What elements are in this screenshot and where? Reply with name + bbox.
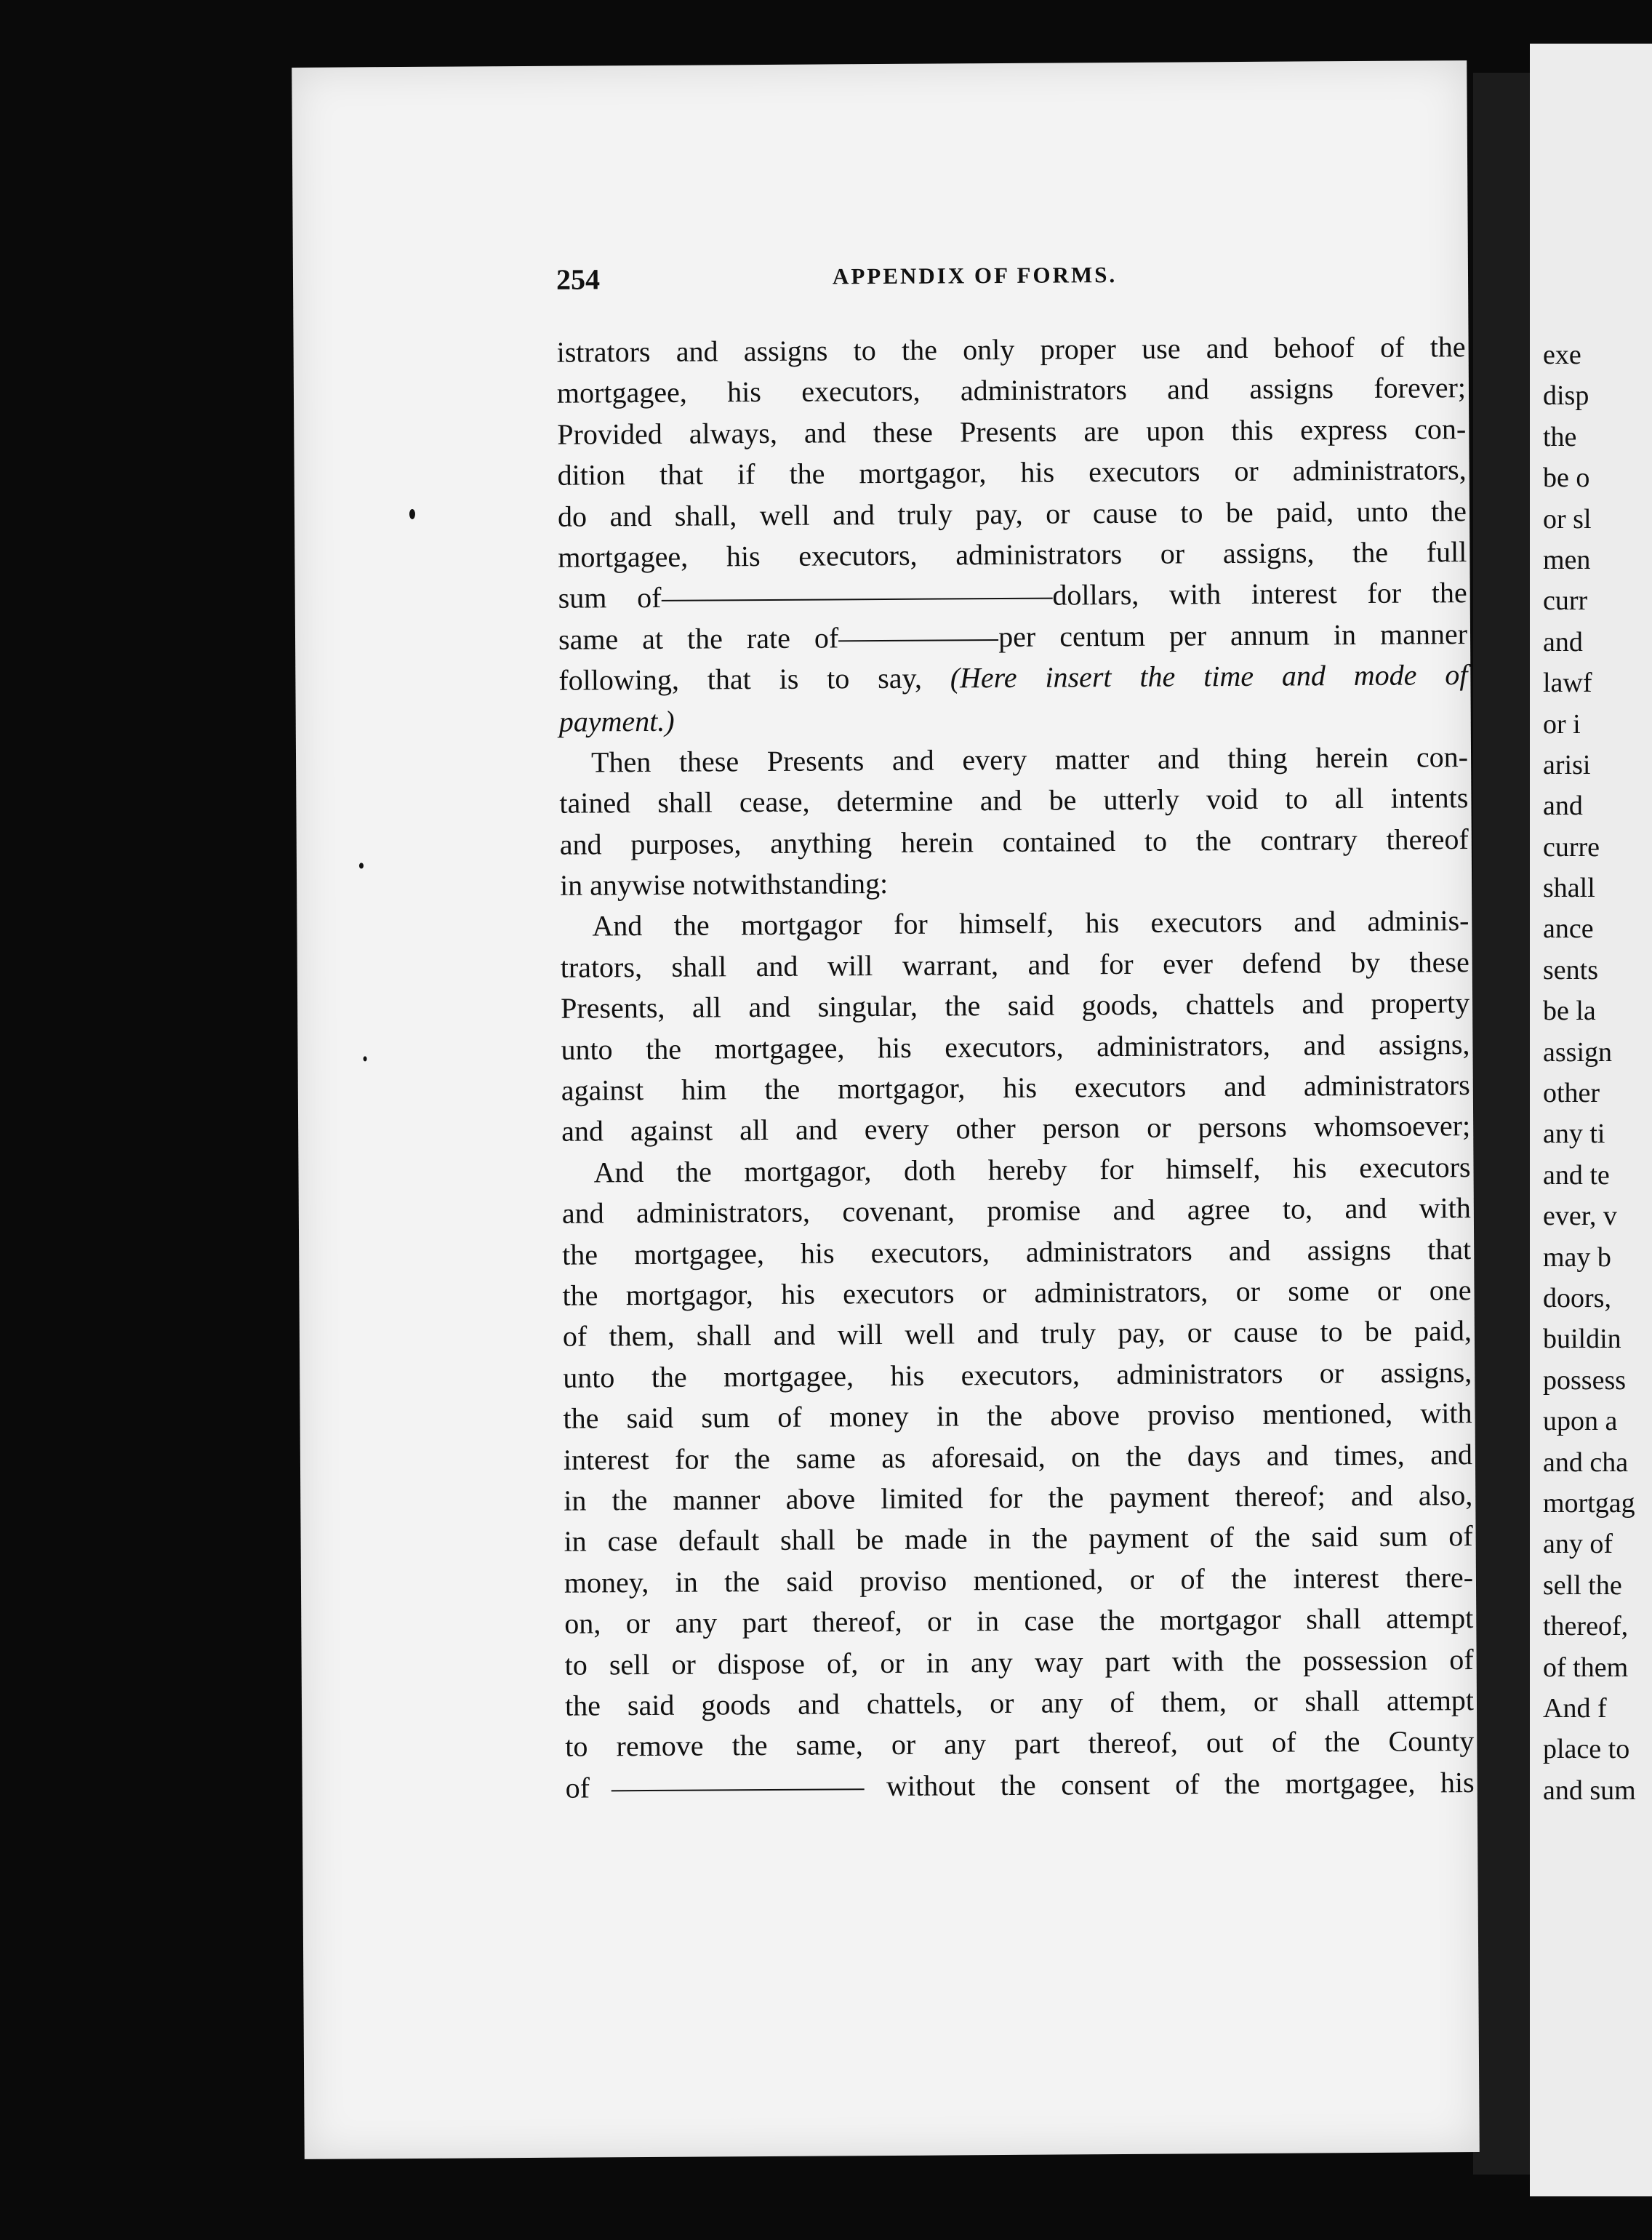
text-line: the mortgagor, his executors or administrators, or some or one [562, 1273, 1472, 1312]
text-line: and administrators, covenant, promise and agree to, and with [561, 1191, 1471, 1230]
facing-fragment: and te [1543, 1159, 1610, 1191]
facing-fragment: And f [1543, 1692, 1607, 1724]
text-fragment: following, that is to say, [558, 661, 950, 697]
text-fragment: of [565, 1771, 590, 1804]
text-line: unto the mortgagee, his executors, administrators, and assigns, [561, 1027, 1470, 1066]
facing-fragment: assign [1543, 1036, 1612, 1068]
text-line: interest for the same as aforesaid, on the days and times, and [563, 1437, 1473, 1476]
text-line: in the manner above limited for the payment thereof; and also, [564, 1479, 1473, 1517]
text-line: trators, shall and will warrant, and for ever defend by these [560, 945, 1469, 984]
text-line: in anywise notwithstanding: [559, 867, 889, 902]
facing-fragment: lawf [1543, 668, 1592, 699]
text-line-county-blank [566, 1762, 1475, 1809]
facing-fragment: other [1543, 1078, 1600, 1109]
facing-fragment: shall [1543, 873, 1595, 904]
facing-page-text [1543, 335, 1636, 1811]
fill-in-blank [838, 639, 998, 641]
text-line: do and shall, well and truly pay, or cause to be paid, unto the [557, 494, 1467, 533]
text-line: Provided always, and these Presents are upon this express con- [557, 412, 1467, 451]
facing-fragment: and sum [1543, 1775, 1636, 1806]
text-line-sum-blank [558, 572, 1467, 619]
text-line: the mortgagee, his executors, administrators and assigns that [562, 1232, 1472, 1271]
facing-fragment: exe [1543, 340, 1581, 370]
text-line: against him the mortgagor, his executors and administrators [561, 1068, 1470, 1107]
text-line: dition that if the mortgagor, his executors or administrators, [557, 453, 1467, 492]
facing-fragment: possess [1543, 1364, 1627, 1396]
text-line: on, or any part thereof, or in case the mortgagor shall attempt [564, 1601, 1474, 1640]
text-fragment: same at the rate of [558, 621, 839, 656]
facing-fragment: and cha [1543, 1447, 1629, 1478]
facing-fragment: arisi [1543, 749, 1591, 780]
facing-fragment: ever, v [1543, 1201, 1617, 1232]
facing-fragment: may b [1543, 1241, 1611, 1273]
facing-fragment: place to [1543, 1734, 1630, 1765]
facing-fragment: be o [1543, 463, 1590, 494]
text-line [558, 655, 1467, 701]
text-line: to remove the same, or any part thereof, out of the County [565, 1724, 1475, 1763]
facing-fragment: disp [1543, 380, 1589, 412]
italic-instruction: (Here insert the time and mode of [950, 658, 1468, 695]
text-line-rate-blank [558, 614, 1467, 660]
facing-fragment: of them [1543, 1652, 1629, 1683]
text-line: istrators and assigns to the only proper use and behoof of the [556, 330, 1466, 369]
facing-fragment: upon a [1543, 1406, 1618, 1437]
body-text [556, 327, 1474, 1809]
ink-speck [409, 509, 415, 519]
text-line: money, in the said proviso mentioned, or of the interest there- [564, 1560, 1474, 1599]
text-line: in case default shall be made in the payment of the said sum of [564, 1519, 1473, 1559]
italic-instruction: payment.) [558, 704, 675, 738]
facing-fragment: be la [1543, 996, 1596, 1027]
facing-fragment: curre [1543, 831, 1600, 863]
fill-in-blank [661, 598, 1052, 601]
text-fragment: per centum per annum in manner [998, 617, 1468, 653]
ink-speck [364, 1056, 367, 1061]
facing-fragment: any ti [1543, 1119, 1605, 1150]
text-line: unto the mortgagee, his executors, administrators or assigns, [563, 1355, 1472, 1394]
paragraph-start: Then these Presents and every matter and thing herein con- [590, 740, 1469, 779]
facing-fragment: curr [1543, 585, 1588, 617]
facing-fragment: thereof, [1543, 1611, 1629, 1642]
facing-fragment: or sl [1543, 503, 1592, 535]
text-fragment: without the consent of the mortgagee, his [886, 1765, 1475, 1802]
paragraph-start: And the mortgagor, doth hereby for himself, his executors [593, 1150, 1471, 1189]
text-line: of them, shall and will well and truly pay, or cause to be paid, [562, 1314, 1472, 1353]
text-fragment: dollars, with interest for the [1052, 576, 1467, 612]
facing-fragment: or i [1543, 708, 1581, 740]
facing-fragment: sents [1543, 954, 1598, 985]
facing-fragment: men [1543, 544, 1591, 575]
text-line: and against all and every other person or persons whomsoever; [561, 1109, 1471, 1148]
running-head: APPENDIX OF FORMS. [832, 262, 1118, 289]
book-page [292, 60, 1480, 2159]
text-line: the said sum of money in the above proviso mentioned, with [563, 1396, 1472, 1435]
facing-fragment: and [1543, 791, 1583, 822]
ink-speck [359, 863, 364, 868]
text-line: to sell or dispose of, or in any way part with the possession of [564, 1642, 1474, 1681]
facing-fragment: mortgag [1543, 1487, 1635, 1519]
facing-page-edge [1530, 44, 1652, 2196]
text-line: the said goods and chattels, or any of them, or shall attempt [564, 1683, 1475, 1722]
text-line: Presents, all and singular, the said goods, chattels and property [561, 986, 1470, 1025]
text-line [559, 696, 1468, 743]
text-line: and purposes, anything herein contained to the contrary thereof [559, 822, 1469, 861]
page-number: 254 [556, 263, 601, 296]
facing-fragment: doors, [1543, 1282, 1611, 1313]
facing-fragment: and [1543, 626, 1583, 657]
text-fragment: sum of [558, 581, 662, 615]
page-header [556, 257, 1465, 306]
facing-fragment: sell the [1543, 1569, 1622, 1601]
paragraph-start: And the mortgagor for himself, his executors and adminis- [592, 904, 1469, 943]
facing-fragment: the [1543, 421, 1577, 452]
text-line: tained shall cease, determine and be utterly void to all intents [559, 781, 1469, 820]
text-line: mortgagee, his executors, administrators and assigns forever; [556, 371, 1467, 410]
text-line: mortgagee, his executors, administrators or assigns, the full [558, 535, 1467, 574]
facing-fragment: buildin [1543, 1324, 1621, 1355]
facing-fragment: any of [1543, 1529, 1613, 1560]
fill-in-blank [612, 1788, 865, 1791]
facing-fragment: ance [1543, 913, 1594, 945]
